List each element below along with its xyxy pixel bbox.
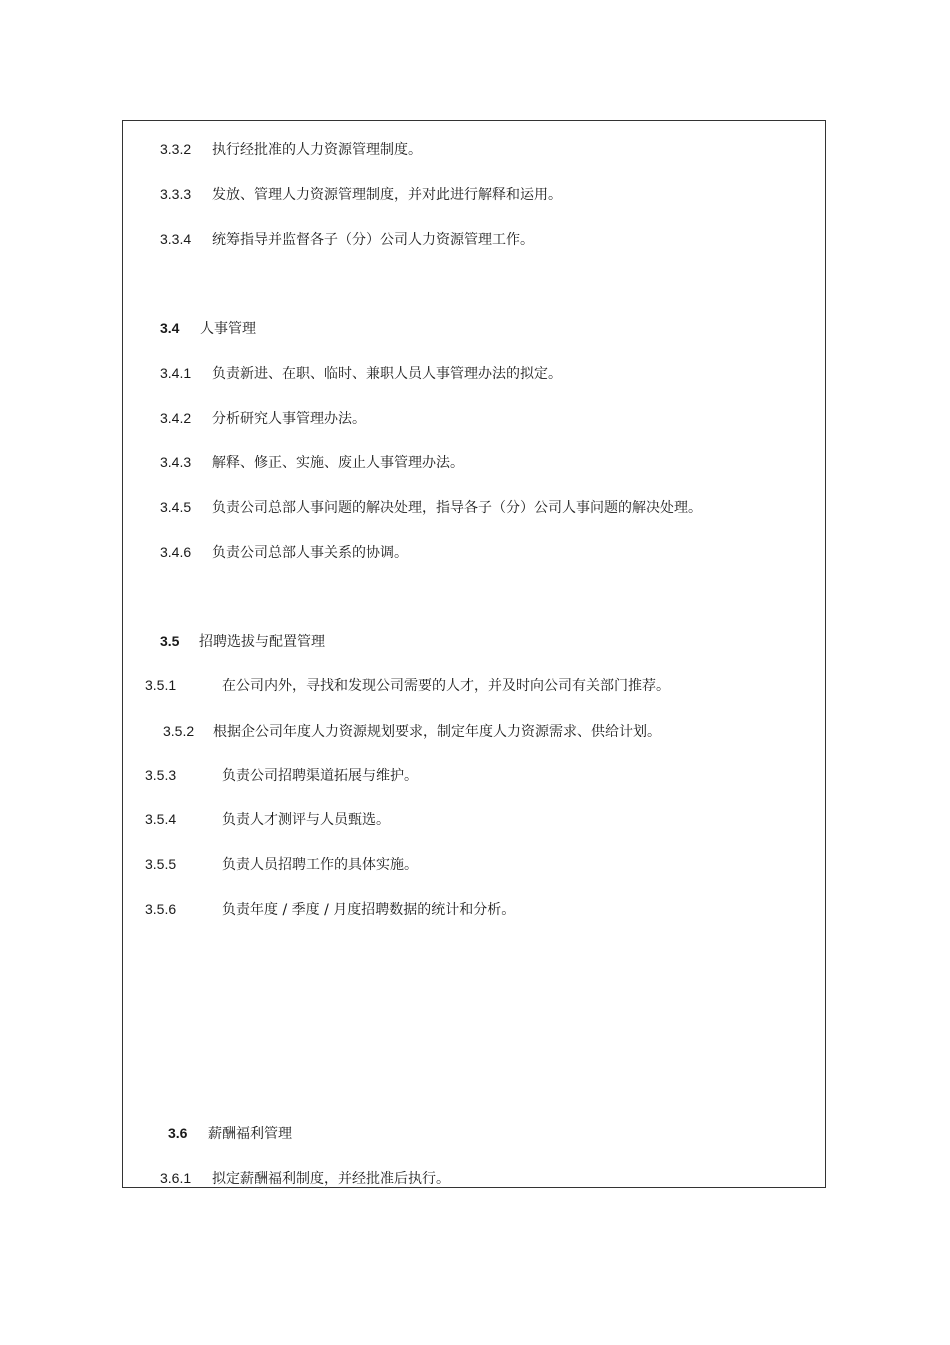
clause-number: 3.4.1 [160,365,192,381]
clause-3-4-6 [160,543,408,562]
section-title: 薪酬福利管理 [208,1126,292,1142]
clause-number: 3.5.2 [163,723,195,739]
section-heading-3-4 [160,319,256,338]
clause-3-4-3 [160,453,464,472]
clause-3-5-1 [145,676,670,695]
clause-number: 3.4.2 [160,410,192,426]
section-heading-3-5 [160,632,325,651]
clause-3-5-4 [145,810,390,829]
clause-number: 3.3.2 [160,141,192,157]
document-frame [122,120,826,1188]
clause-3-4-2 [160,409,366,428]
section-number: 3.5 [160,633,180,649]
clause-text: 负责新进、在职、临时、兼职人员人事管理办法的拟定。 [212,366,562,382]
clause-number: 3.5.1 [145,677,177,693]
clause-3-5-3 [145,766,418,785]
clause-3-4-5 [160,498,702,517]
section-number: 3.4 [160,320,180,336]
clause-text: 解释、修正、实施、废止人事管理办法。 [212,455,464,471]
clause-text: 负责公司总部人事关系的协调。 [212,545,408,561]
clause-3-4-1 [160,364,562,383]
clause-text: 负责公司招聘渠道拓展与维护。 [222,768,418,784]
clause-text: 执行经批准的人力资源管理制度。 [212,142,422,158]
clause-number: 3.4.5 [160,499,192,515]
clause-text: 负责人员招聘工作的具体实施。 [222,857,418,873]
clause-number: 3.4.6 [160,544,192,560]
section-number: 3.6 [168,1125,188,1141]
section-title: 招聘选拔与配置管理 [199,634,325,650]
clause-3-3-3 [160,185,562,204]
clause-text: 分析研究人事管理办法。 [212,411,366,427]
clause-text: 拟定薪酬福利制度，并经批准后执行。 [212,1171,450,1187]
clause-3-5-6 [145,900,515,919]
clause-number: 3.5.4 [145,811,177,827]
clause-text: 负责公司总部人事问题的解决处理，指导各子（分）公司人事问题的解决处理。 [212,500,702,516]
clause-text: 负责年度 / 季度 / 月度招聘数据的统计和分析。 [222,902,516,918]
section-heading-3-6 [168,1124,292,1143]
clause-number: 3.5.5 [145,856,177,872]
clause-text: 在公司内外，寻找和发现公司需要的人才，并及时向公司有关部门推荐。 [222,678,670,694]
clause-number: 3.6.1 [160,1170,192,1186]
clause-text: 统筹指导并监督各子（分）公司人力资源管理工作。 [212,232,534,248]
clause-3-5-2 [163,722,661,741]
clause-text: 根据企公司年度人力资源规划要求，制定年度人力资源需求、供给计划。 [213,724,661,740]
clause-3-3-2 [160,140,422,159]
clause-3-3-4 [160,230,534,249]
clause-number: 3.3.4 [160,231,192,247]
clause-3-5-5 [145,855,418,874]
clause-number: 3.4.3 [160,454,192,470]
clause-number: 3.5.3 [145,767,177,783]
clause-3-6-1 [160,1169,450,1188]
clause-number: 3.3.3 [160,186,192,202]
section-title: 人事管理 [200,321,256,337]
clause-text: 发放、管理人力资源管理制度，并对此进行解释和运用。 [212,187,562,203]
clause-number: 3.5.6 [145,901,177,917]
clause-text: 负责人才测评与人员甄选。 [222,812,390,828]
